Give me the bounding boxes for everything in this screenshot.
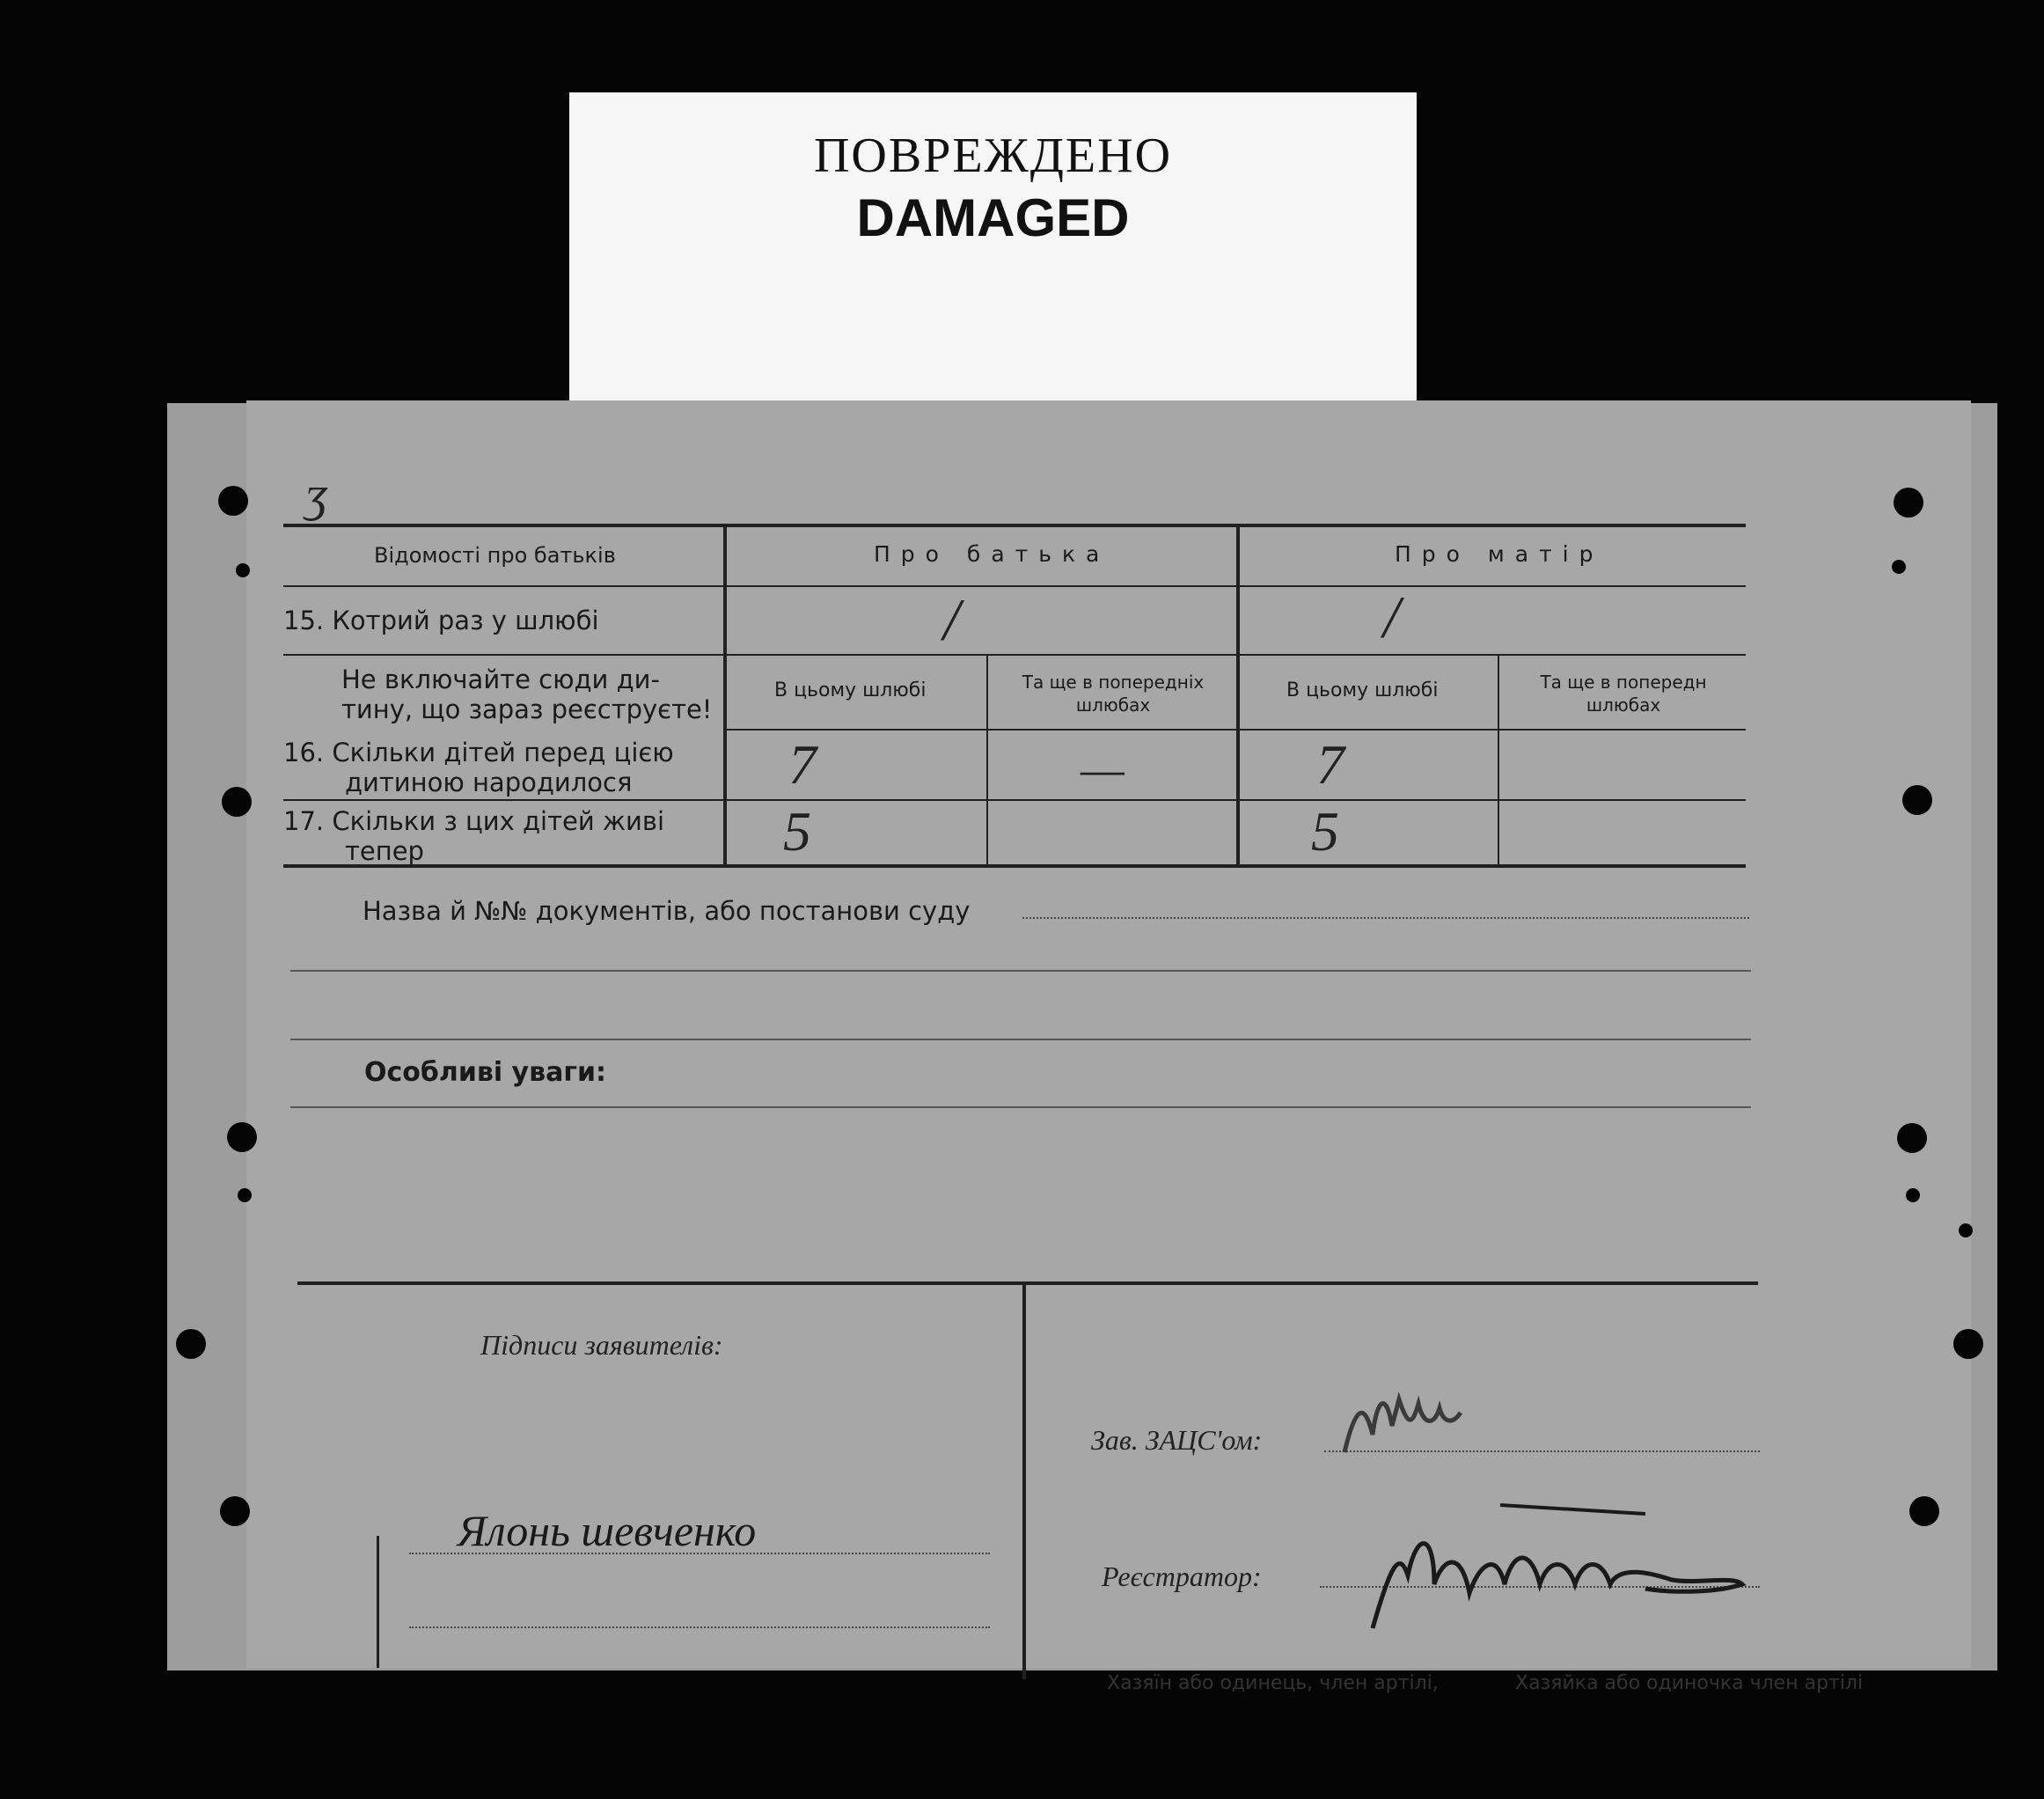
applicants-signatures-label: Підписи заявителів:: [480, 1329, 723, 1361]
signature-section-divider: [1022, 1281, 1026, 1679]
punch-hole: [227, 1122, 257, 1152]
punch-hole: [238, 1188, 252, 1202]
row17-mother-this-value: 5: [1311, 800, 1339, 863]
note-line-2: тину, що зараз реєструєте!: [341, 694, 713, 724]
table-col-mother: Про матір: [1395, 541, 1604, 567]
table-col-divider: [1236, 524, 1240, 866]
punch-hole: [236, 563, 250, 577]
row15-mother-value: /: [1383, 584, 1400, 650]
row16-father-prev-value: —: [1081, 742, 1125, 797]
table-col-father: Про батька: [874, 541, 1110, 567]
row17-father-this-value: 5: [783, 800, 811, 863]
row16-label-line-1: 16. Скільки дітей перед цією: [283, 738, 674, 767]
punch-hole: [1959, 1223, 1973, 1237]
punch-hole: [1906, 1188, 1920, 1202]
bottom-fragment-right: Хазяйка або одиночка член артілі: [1515, 1672, 1864, 1694]
damaged-label-card: [569, 92, 1417, 409]
documents-dotted-line: [1022, 917, 1749, 919]
table-header-label: Відомості про батьків: [374, 543, 616, 568]
row15-father-value: /: [943, 586, 960, 653]
table-row15-rule: [283, 654, 1746, 656]
punch-hole: [1894, 488, 1923, 518]
subheader-prev-marriages-father: Та ще в попередніх шлюбах: [1022, 672, 1205, 716]
table-col-divider: [723, 524, 727, 866]
punch-hole: [1909, 1496, 1939, 1526]
damaged-label-ukrainian: ПОВРЕЖДЕНО: [813, 128, 1173, 183]
row17-label-line-2: тепер: [345, 836, 424, 866]
row17-label-line-1: 17. Скільки з цих дітей живі: [283, 806, 665, 836]
table-header-rule: [283, 585, 1746, 587]
punch-hole: [222, 787, 252, 817]
punch-hole: [1897, 1123, 1927, 1153]
special-notes-line: [290, 1106, 1751, 1108]
form-sheet: [246, 400, 1971, 1668]
registrar-label: Реєстратор:: [1102, 1560, 1262, 1592]
punch-hole: [176, 1329, 206, 1359]
special-notes-label: Особливі уваги:: [364, 1057, 607, 1088]
row16-mother-this-value: 7: [1316, 733, 1344, 796]
documents-label: Назва й №№ документів, або постанови суду: [363, 896, 971, 926]
row15-label: 15. Котрий раз у шлюбі: [283, 606, 599, 635]
punch-hole: [218, 486, 248, 516]
applicant-signature-line-2: [409, 1626, 990, 1628]
documents-line-2: [290, 970, 1751, 972]
signature-bracket: [377, 1536, 379, 1668]
corner-handwritten-mark: ӡ: [304, 467, 326, 522]
damaged-label-english: DAMAGED: [856, 188, 1130, 247]
subheader-this-marriage-mother: В цьому шлюбі: [1286, 679, 1439, 701]
head-of-registry-signature: [1337, 1373, 1513, 1461]
row16-label-line-2: дитиною народилося: [345, 767, 633, 797]
note-line-1: Не включайте сюди ди-: [341, 665, 660, 694]
table-top-rule: [283, 524, 1746, 527]
applicant-signature-line-1: [409, 1553, 990, 1554]
punch-hole: [1892, 560, 1906, 574]
punch-hole: [1953, 1329, 1983, 1359]
documents-line-3: [290, 1039, 1751, 1040]
applicant-signature: Ялонь шевченко: [458, 1506, 757, 1555]
table-subcol-divider: [1498, 654, 1499, 865]
punch-hole: [220, 1496, 250, 1526]
bottom-fragment-left: Хазяїн або одинець, член артілі,: [1107, 1672, 1439, 1694]
head-of-registry-label: Зав. ЗАЦС'ом:: [1091, 1424, 1263, 1456]
signature-section-top-rule: [297, 1281, 1758, 1285]
subheader-this-marriage-father: В цьому шлюбі: [774, 679, 927, 701]
row16-father-this-value: 7: [788, 733, 817, 796]
table-subcol-divider: [986, 654, 988, 865]
table-row16-rule: [283, 799, 1746, 801]
subheader-prev-marriages-mother: Та ще в попередн шлюбах: [1540, 672, 1707, 716]
punch-hole: [1902, 785, 1932, 815]
table-bottom-rule: [283, 864, 1746, 868]
registrar-signature: [1355, 1496, 1769, 1646]
